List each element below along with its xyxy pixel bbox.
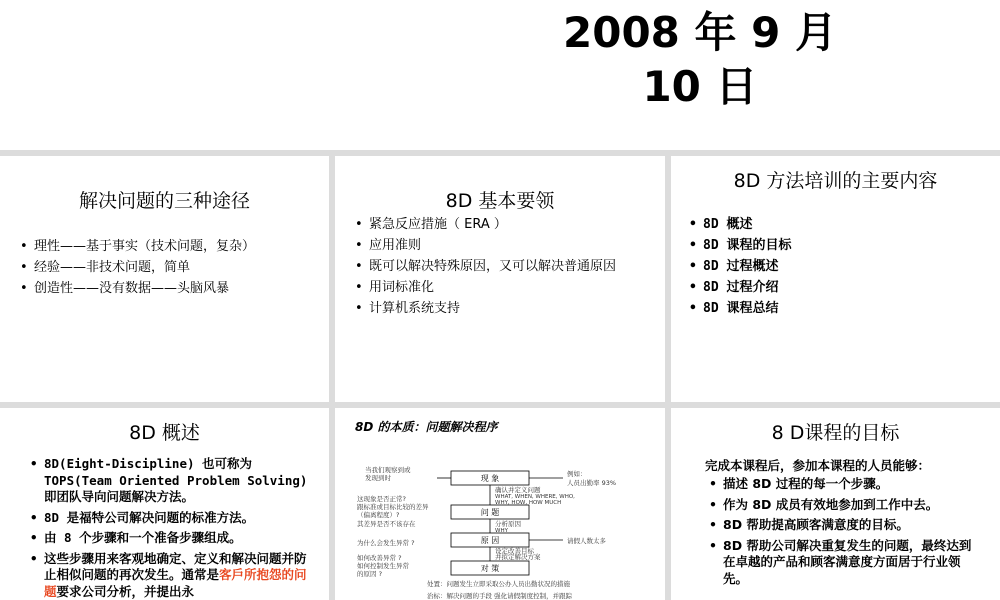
bullet-item: • 计算机系统支持 [355,298,616,319]
header-band [0,0,1000,150]
bullet-item: • 8D 课程总结 [689,298,791,319]
bullet-item: • 描述 8D 过程的每一个步骤。 [709,476,979,493]
date-line-1: 2008 年 9 月 [563,8,837,57]
highlight-text: 客戶所抱怨的问题 [44,567,307,599]
box-label: 现 象 [480,474,500,483]
bullet-text: 要求公司分析，并提出永 [56,583,195,599]
diagram-note: 如何改善异常 ? [357,554,402,562]
bullet-list [709,476,979,591]
bullet-item: • 8D 帮助提高顾客满意度的目标。 [709,517,979,534]
bullet-item: • 8D 过程概述 [689,256,791,277]
slide-title: 8D 方法培训的主要内容 [733,170,938,192]
bullet-item [30,551,315,600]
slide-problem-solving-process[interactable] [335,408,665,600]
bullet-item: • 理性——基于事实（技术问题，复杂） [20,236,255,257]
slide-8d-essentials[interactable] [335,156,665,402]
bullet-item: • 8D 是福特公司解决问题的标准方法。 [30,510,315,527]
slide-title: 8 D课程的目标 [771,422,900,444]
diagram-note: 例如： [567,470,587,478]
box-label: 原 因 [480,536,500,545]
diagram-note: 分析原因 [495,520,521,528]
date-title [540,6,860,114]
slide-three-ways[interactable] [0,156,329,402]
bullet-item: • 经验——非技术问题，简单 [20,257,255,278]
diagram-note: 为什么会发生异常 ? [357,539,415,547]
diagram-note: 治标：解决问题的手段 强化请假制度控制，并跟踪 [427,592,573,600]
diagram-note: WHAT, WHEN, WHERE, WHO, [495,494,575,500]
box-label: 问 题 [480,508,500,517]
bullet-item: • 8D 帮助公司解决重复发生的问题，最终达到在卓越的产品和顾客满意度方面居于行业领先。 [709,538,979,588]
bullet-item: • 由 8 个步骤和一个准备步骤组成。 [30,530,315,547]
bullet-item: • 8D(Eight-Discipline) 也可称为TOPS(Team Oriented Problem Solving)即团队导向问题解决方法。 [30,456,315,506]
box-label: 对 策 [480,564,500,573]
diagram-note: （偏离程度）? [357,511,400,519]
date-line-2: 10 日 [642,62,758,111]
bullet-list [30,456,315,600]
bullet-item: • 用词标准化 [355,277,616,298]
diagram-note: 设定改善目标 [495,547,534,555]
slide-title: 8D 基本要领 [445,190,555,212]
diagram-note: 跟标准或目标比较的差异 [357,503,429,511]
slide-course-objectives[interactable] [671,408,1000,600]
diagram-note: 请假人数太多 [567,537,606,545]
diagram-note: 的原因 ? [357,570,383,578]
bullet-list [20,236,255,299]
bullet-item: • 8D 概述 [689,214,791,235]
slide-title: 8D 的本质：问题解决程序 [355,420,498,434]
bullet-item: • 8D 课程的目标 [689,235,791,256]
bullet-item: • 作为 8D 成员有效地参加到工作中去。 [709,497,979,514]
diagram-note: WHY [495,528,508,534]
slide-training-contents[interactable] [671,156,1000,402]
diagram-note: 其差异是否不该存在 [357,520,416,528]
slide-title: 解决问题的三种途径 [78,190,250,212]
bullet-item: • 应用准则 [355,235,616,256]
diagram-note: 当我们观察到或 [365,466,411,474]
bullet-item: • 8D 过程介绍 [689,277,791,298]
process-diagram [335,408,665,600]
diagram-note: 人员出勤率 93% [567,479,617,487]
intro-text: 完成本课程后，参加本课程的人员能够： [705,458,931,473]
bullet-item: • 既可以解决特殊原因，又可以解决普通原因 [355,256,616,277]
bullet-list [689,214,791,319]
slide-title: 8D 概述 [129,422,200,444]
bullet-text: 这些步骤用来客观地确定、定义和解决问题并防止相似问题的再次发生。通常是 [44,550,307,582]
diagram-note: WHY, HOW, HOW MUCH [495,500,562,506]
diagram-note: 并拟定解决方案 [495,553,541,561]
diagram-note: 处置：问题发生立即采取公办人员出勤状况的措施 [427,580,570,588]
bullet-list [355,214,616,319]
slide-8d-overview[interactable] [0,408,329,600]
diagram-note: 如何控制发生异常 [357,562,409,570]
bullet-item: • 创造性——没有数据——头脑风暴 [20,278,255,299]
diagram-note: 这现象是否正常? [357,495,406,503]
bullet-item: • 紧急反应措施（ ERA ） [355,214,616,235]
diagram-note: 发现到时 [365,474,391,482]
diagram-note: 确认并定义问题 [495,486,541,494]
